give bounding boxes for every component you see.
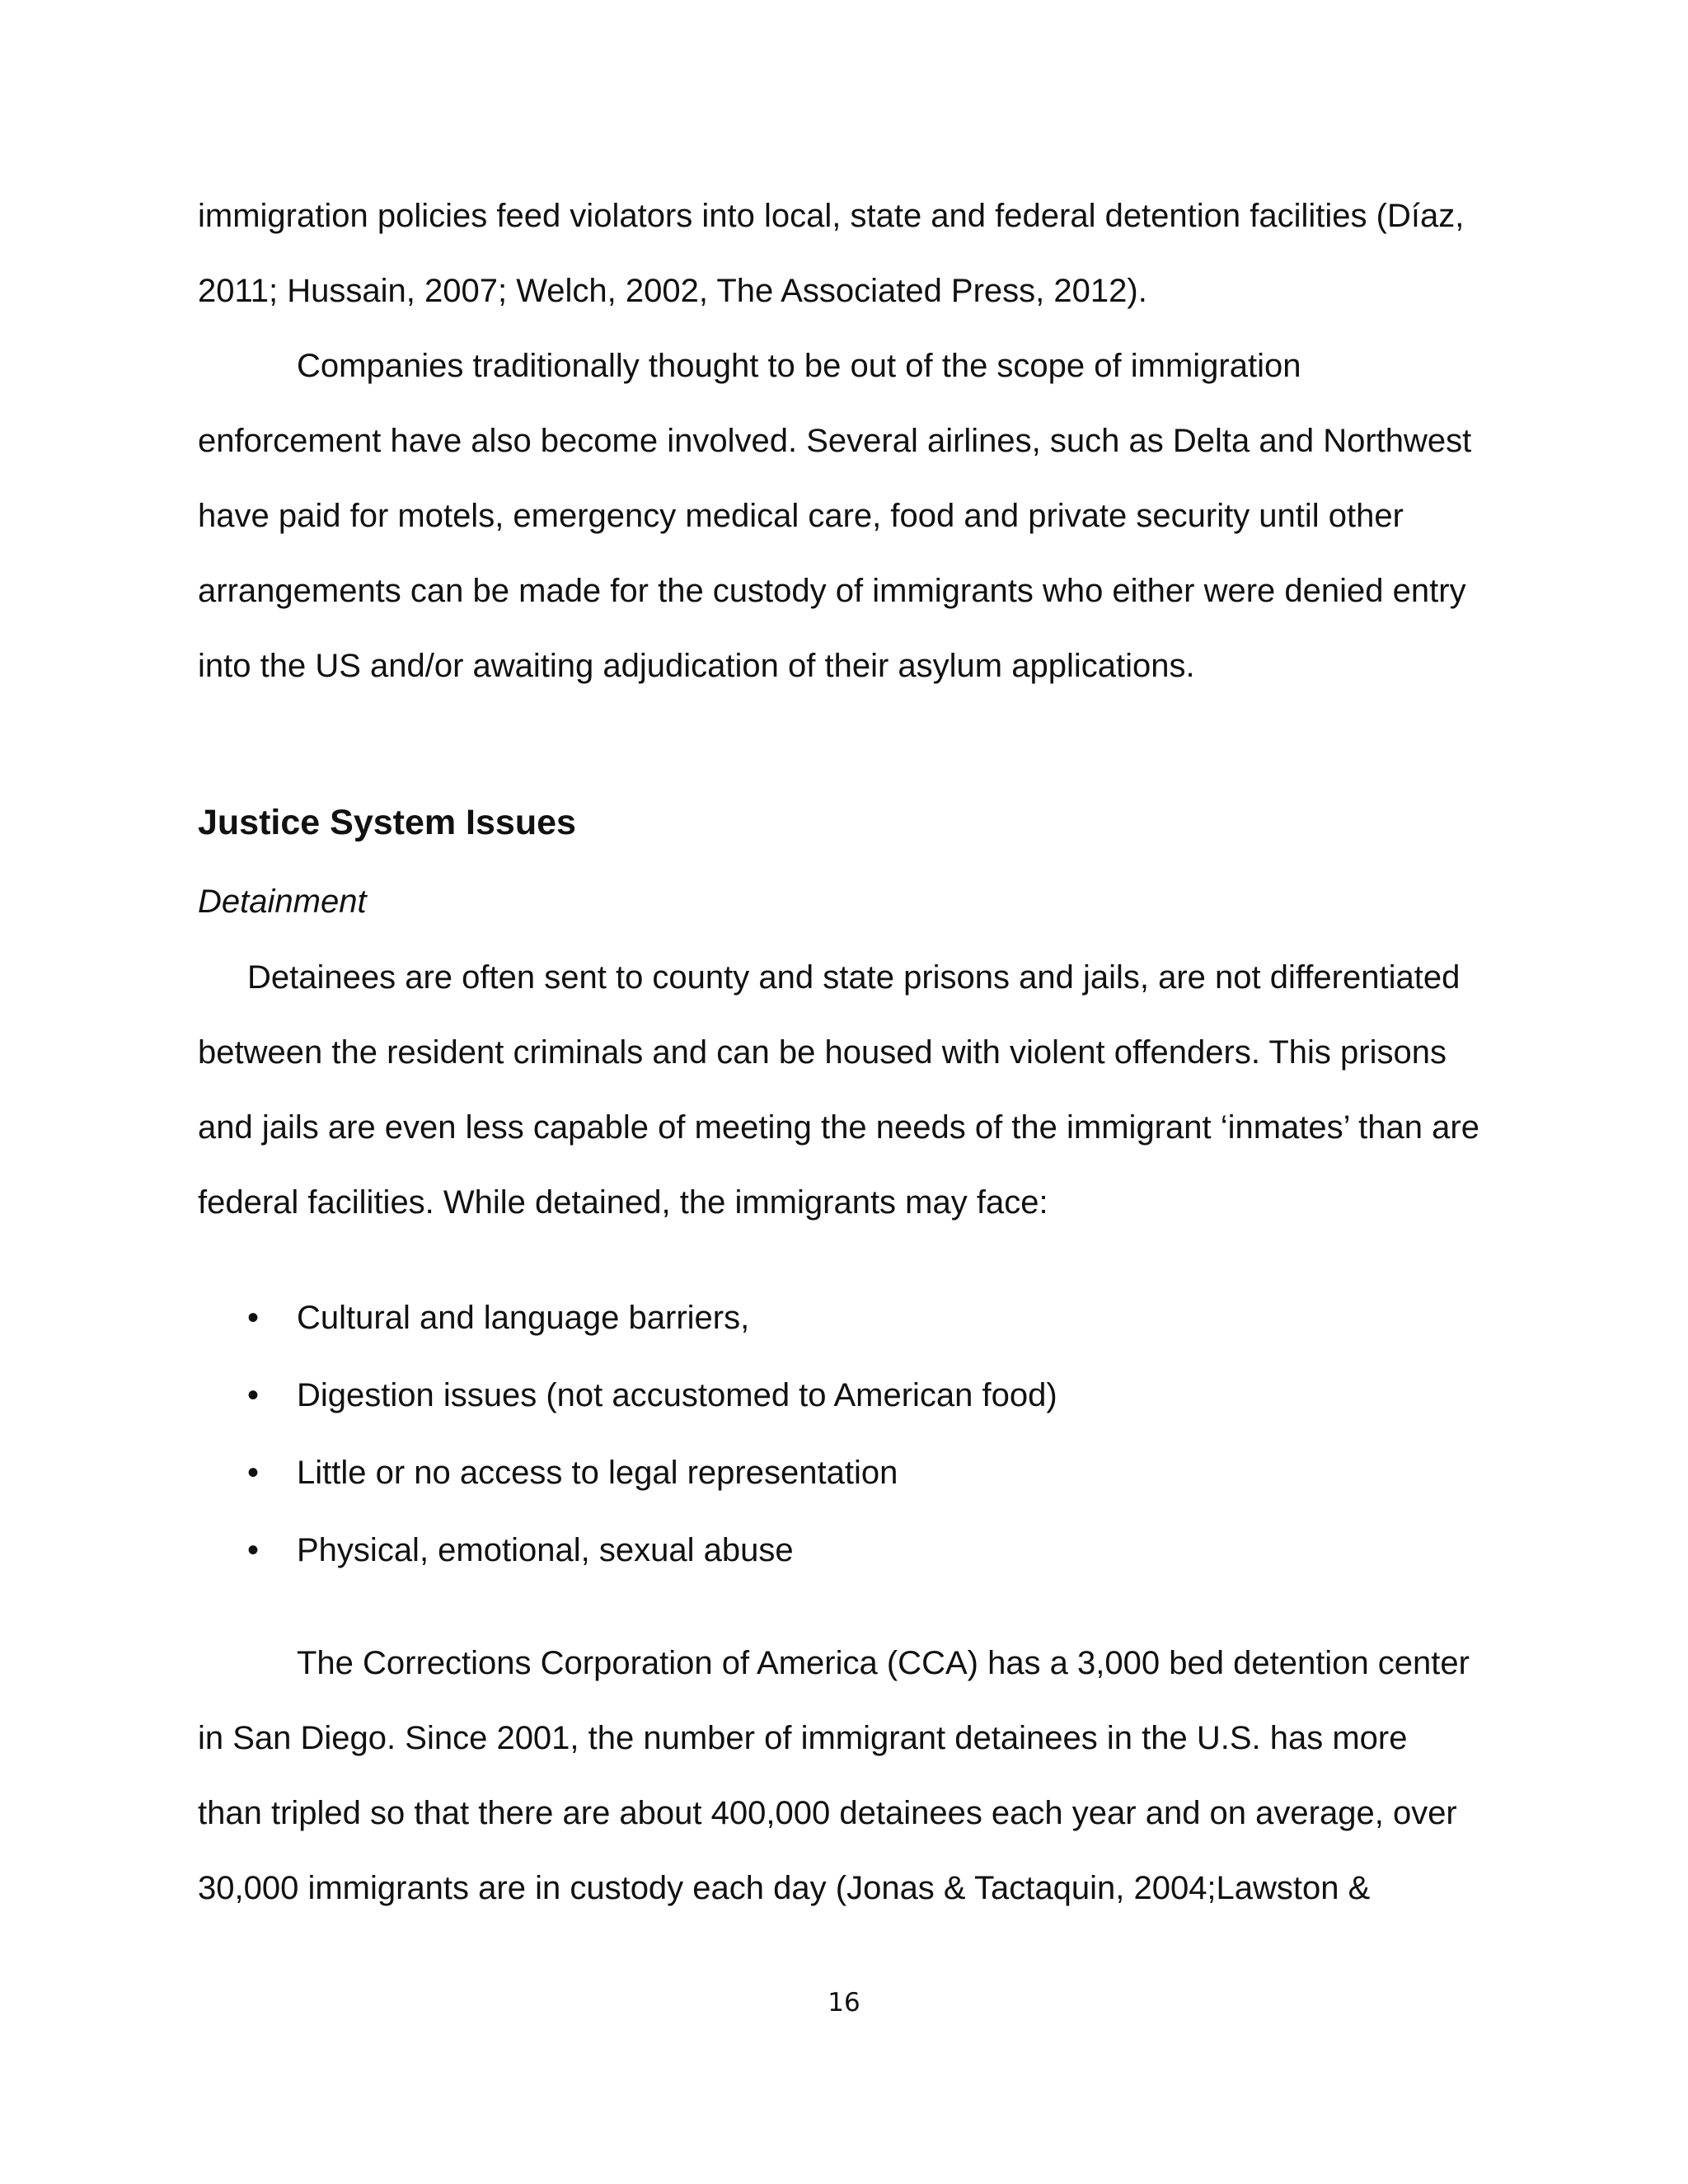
paragraph-1-line-1: immigration policies feed violators into local, state and federal detention facilities (Díaz, — [198, 198, 1465, 234]
paragraph-2-line-2: enforcement have also become involved. Several airlines, such as Delta and Northwest — [198, 423, 1472, 459]
paragraph-4-line-2: in San Diego. Since 2001, the number of immigrant detainees in the U.S. has more — [198, 1720, 1408, 1756]
bullet-marker: • — [247, 1300, 260, 1336]
paragraph-4-line-1: The Corrections Corporation of America (CCA) has a 3,000 bed detention center — [297, 1645, 1470, 1681]
paragraph-2-line-4: arrangements can be made for the custody of immigrants who either were denied entry — [198, 573, 1466, 609]
page-number: 16 — [828, 1988, 860, 2018]
paragraph-2-line-3: have paid for motels, emergency medical care, food and private security until other — [198, 498, 1404, 534]
paragraph-3-line-1: Detainees are often sent to county and state prisons and jails, are not differentiated — [247, 959, 1461, 996]
paragraph-1-line-2: 2011; Hussain, 2007; Welch, 2002, The Associated Press, 2012). — [198, 273, 1147, 309]
paragraph-3-line-3: and jails are even less capable of meeting the needs of the immigrant ‘inmates’ than are — [198, 1109, 1479, 1146]
paragraph-2-line-1: Companies traditionally thought to be out of the scope of immigration — [297, 348, 1301, 384]
paragraph-2-line-5: into the US and/or awaiting adjudication of their asylum applications. — [198, 648, 1195, 684]
paragraph-3-line-2: between the resident criminals and can be housed with violent offenders. This prisons — [198, 1034, 1447, 1071]
subsection-heading: Detainment — [198, 883, 367, 920]
bullet-marker: • — [247, 1377, 260, 1413]
bullet-marker: • — [247, 1532, 260, 1568]
list-item-text: Digestion issues (not accustomed to American food) — [297, 1377, 1057, 1413]
section-heading: Justice System Issues — [198, 803, 576, 842]
paragraph-3-line-4: federal facilities. While detained, the immigrants may face: — [198, 1184, 1048, 1221]
bullet-marker: • — [247, 1455, 260, 1491]
list-item-text: Physical, emotional, sexual abuse — [297, 1532, 794, 1568]
list-item-text: Little or no access to legal representation — [297, 1455, 898, 1491]
paragraph-4-line-4: 30,000 immigrants are in custody each day (Jonas & Tactaquin, 2004;Lawston & — [198, 1870, 1371, 1906]
list-item-text: Cultural and language barriers, — [297, 1300, 750, 1336]
paragraph-4-line-3: than tripled so that there are about 400,000 detainees each year and on average, over — [198, 1795, 1457, 1831]
